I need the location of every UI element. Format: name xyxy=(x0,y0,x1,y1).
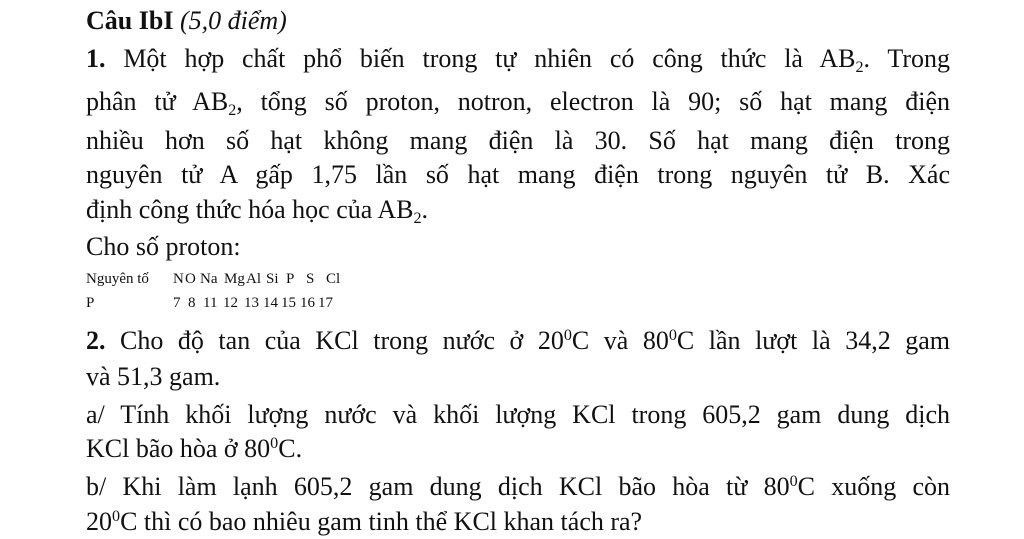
temperature-20c: $20^0C$ xyxy=(537,326,590,355)
q1-line-1 xyxy=(86,44,950,74)
q2-text-1b: lần lượt là 34,2 gam xyxy=(708,326,950,355)
q2b-line-2: $20^0C$ thì có bao nhiêu gam tinh thể KCl khan tách ra? xyxy=(86,507,643,536)
table-proton-cell: 8 xyxy=(188,295,196,311)
table-element-cell: P xyxy=(286,271,295,287)
q2-number: 2. xyxy=(86,326,106,355)
table-proton-cell: 14 xyxy=(263,295,278,311)
temperature-80c: $80^0C$ xyxy=(763,472,815,501)
table-element-cell: S xyxy=(306,271,315,287)
table-proton-cell: 13 xyxy=(244,295,259,311)
proton-intro: Cho số proton: xyxy=(86,232,241,261)
table-element-cell: Al xyxy=(246,271,261,287)
question-heading xyxy=(86,6,287,36)
formula-ab2: $AB_2$ xyxy=(377,195,422,227)
q1-text-4: nguyên tử A gấp 1,75 lần số hạt mang điện trong nguyên tử B. Xác xyxy=(86,160,950,189)
table-proton-cell: 12 xyxy=(223,295,238,311)
temperature-20c: $20^0C$ xyxy=(86,507,138,536)
table-proton-cell: 15 xyxy=(281,295,296,311)
q1-text-1b: . Trong xyxy=(863,44,951,73)
heading-points: (5,0 điểm) xyxy=(179,6,287,35)
table-element-cell: Si xyxy=(266,271,279,287)
q2-text-1a: Cho độ tan của KCl trong nước ở xyxy=(120,326,524,355)
q1-line-5: định công thức hóa học của $AB_2$. xyxy=(86,195,429,227)
table-element-cell: Mg xyxy=(224,271,245,287)
q2-line-1: 2. Cho độ tan của KCl trong nước ở $20^0C$ và $80^0C$ lần lượt là 34,2 gam xyxy=(86,326,950,355)
q1-number: 1. xyxy=(86,44,106,73)
table-element-cell: O xyxy=(185,271,196,287)
q1-line-3 xyxy=(86,126,950,156)
q2-line-2: và 51,3 gam. xyxy=(86,362,221,391)
table-proton-cell: 17 xyxy=(318,295,333,311)
q1-text-3: nhiều hơn số hạt không mang điện là 30. Số hạt mang điện trong xyxy=(86,126,950,155)
q2a-line-1: a/ Tính khối lượng nước và khối lượng KCl trong 605,2 gam dung dịch xyxy=(86,400,950,429)
table-element-cell: Cl xyxy=(326,271,341,287)
table-row-label-element: Nguyên tố xyxy=(86,271,149,287)
table-proton-cell: 11 xyxy=(203,295,218,311)
heading-label: Câu IbI xyxy=(86,6,174,35)
q1-text-1: Một hợp chất phổ biến trong tự nhiên có công thức là xyxy=(123,44,803,73)
table-element-cell: Na xyxy=(200,271,218,287)
q2a-line-2: KCl bão hòa ở $80^0C$. xyxy=(86,434,303,463)
formula-ab2: $AB_2$ xyxy=(819,44,864,76)
q1-text-5: định công thức hóa học của xyxy=(86,195,373,224)
table-element-cell: N xyxy=(173,271,184,287)
formula-ab2: $AB_2$ xyxy=(192,87,237,119)
q1-text-2a: phân tử xyxy=(86,87,176,116)
q1-text-2b: , tổng số proton, notron, electron là 90; số hạt mang điện xyxy=(236,87,950,116)
temperature-80c: $80^0C$ xyxy=(244,434,296,463)
temperature-80c: $80^0C$ xyxy=(642,326,695,355)
q1-line-2 xyxy=(86,87,950,117)
q1-line-4 xyxy=(86,160,950,190)
table-proton-cell: 16 xyxy=(300,295,315,311)
table-proton-cell: 7 xyxy=(173,295,181,311)
q2b-line-1: b/ Khi làm lạnh 605,2 gam dung dịch KCl bão hòa từ $80^0C$ xuống còn xyxy=(86,472,951,501)
table-row-label-proton: P xyxy=(86,295,95,311)
